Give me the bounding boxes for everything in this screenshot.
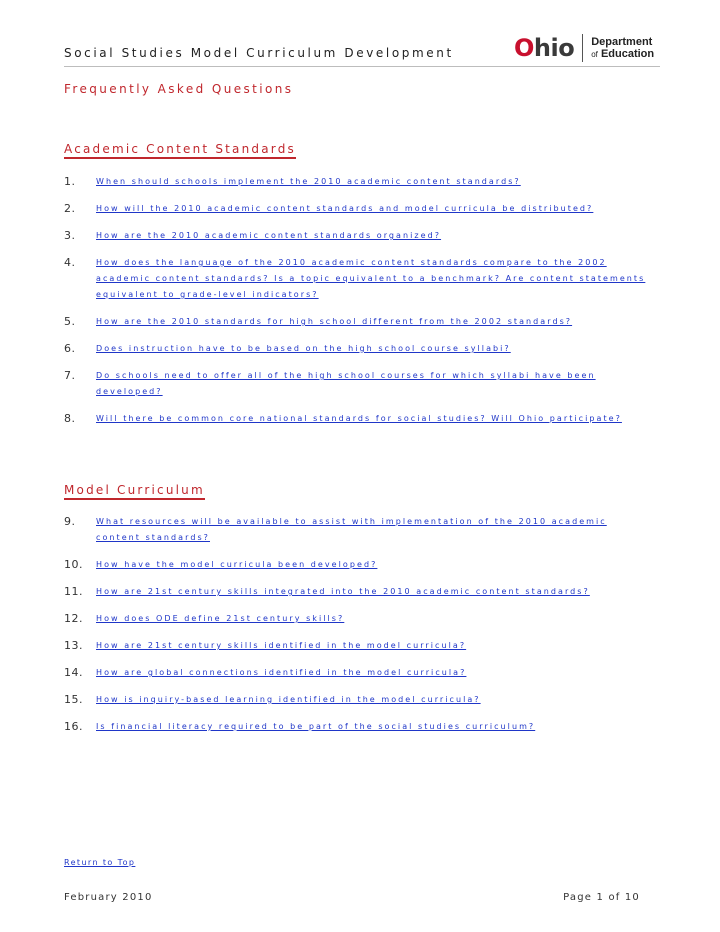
list-item [64, 557, 648, 573]
question-number: 12. [64, 612, 83, 625]
question-number: 8. [64, 412, 76, 425]
question-link[interactable]: How are the 2010 academic content standards organized? [96, 231, 442, 240]
question-list-model-curriculum [64, 514, 648, 746]
question-link[interactable]: How are global connections identified in the model curricula? [96, 668, 467, 677]
question-number: 3. [64, 229, 76, 242]
list-item [64, 314, 648, 330]
footer-page-number: Page 1 of 10 [563, 892, 640, 903]
ohio-wordmark: Ohio [514, 34, 575, 62]
question-link[interactable]: How will the 2010 academic content standards and model curricula be distributed? [96, 204, 594, 213]
list-item [64, 255, 648, 303]
list-item [64, 228, 648, 244]
list-item [64, 665, 648, 681]
question-number: 11. [64, 585, 83, 598]
list-item [64, 411, 648, 427]
list-item [64, 719, 648, 735]
list-item [64, 638, 648, 654]
list-item [64, 584, 648, 600]
logo-department-text: Department of Education [591, 35, 655, 60]
logo-divider [582, 34, 583, 62]
list-item [64, 692, 648, 708]
section-heading-model-curriculum[interactable]: Model Curriculum [64, 483, 205, 500]
question-link[interactable]: When should schools implement the 2010 academic content standards? [96, 177, 521, 186]
ohio-department-of-education-logo [514, 33, 654, 63]
question-link[interactable]: How have the model curricula been developed? [96, 560, 378, 569]
question-link[interactable]: What resources will be available to assist with implementation of the 2010 academic content standards? [96, 517, 607, 542]
question-number: 7. [64, 369, 76, 382]
list-item [64, 174, 648, 190]
footer-date: February 2010 [64, 892, 153, 903]
faq-title: Frequently Asked Questions [64, 82, 294, 96]
question-link[interactable]: How does ODE define 21st century skills? [96, 614, 345, 623]
question-number: 14. [64, 666, 83, 679]
question-link[interactable]: How are 21st century skills integrated into the 2010 academic content standards? [96, 587, 590, 596]
question-link[interactable]: Is financial literacy required to be part of the social studies curriculum? [96, 722, 536, 731]
document-title: Social Studies Model Curriculum Development [64, 46, 454, 60]
question-number: 16. [64, 720, 83, 733]
question-number: 13. [64, 639, 83, 652]
question-number: 9. [64, 515, 76, 528]
question-number: 15. [64, 693, 83, 706]
question-link[interactable]: Will there be common core national standards for social studies? Will Ohio participate? [96, 414, 622, 423]
question-link[interactable]: How is inquiry-based learning identified in the model curricula? [96, 695, 481, 704]
section-heading-academic-content-standards[interactable]: Academic Content Standards [64, 142, 296, 159]
question-link[interactable]: Does instruction have to be based on the high school course syllabi? [96, 344, 511, 353]
list-item [64, 368, 648, 400]
question-link[interactable]: How are the 2010 standards for high school different from the 2002 standards? [96, 317, 573, 326]
list-item [64, 341, 648, 357]
question-number: 1. [64, 175, 76, 188]
question-list-academic [64, 174, 648, 438]
question-number: 4. [64, 256, 76, 269]
question-link[interactable]: How are 21st century skills identified in the model curricula? [96, 641, 467, 650]
header-divider [64, 66, 660, 67]
question-link[interactable]: Do schools need to offer all of the high school courses for which syllabi have been developed? [96, 371, 596, 396]
question-link[interactable]: How does the language of the 2010 academic content standards compare to the 2002 academic content standards? Is a topic equivalent to a benchmark? Are content statements equivalent to grade-level indicators? [96, 258, 646, 299]
list-item [64, 201, 648, 217]
question-number: 10. [64, 558, 83, 571]
page-header [0, 0, 720, 72]
question-number: 5. [64, 315, 76, 328]
return-to-top-link[interactable]: Return to Top [64, 858, 136, 867]
list-item [64, 514, 648, 546]
list-item [64, 611, 648, 627]
question-number: 2. [64, 202, 76, 215]
question-number: 6. [64, 342, 76, 355]
